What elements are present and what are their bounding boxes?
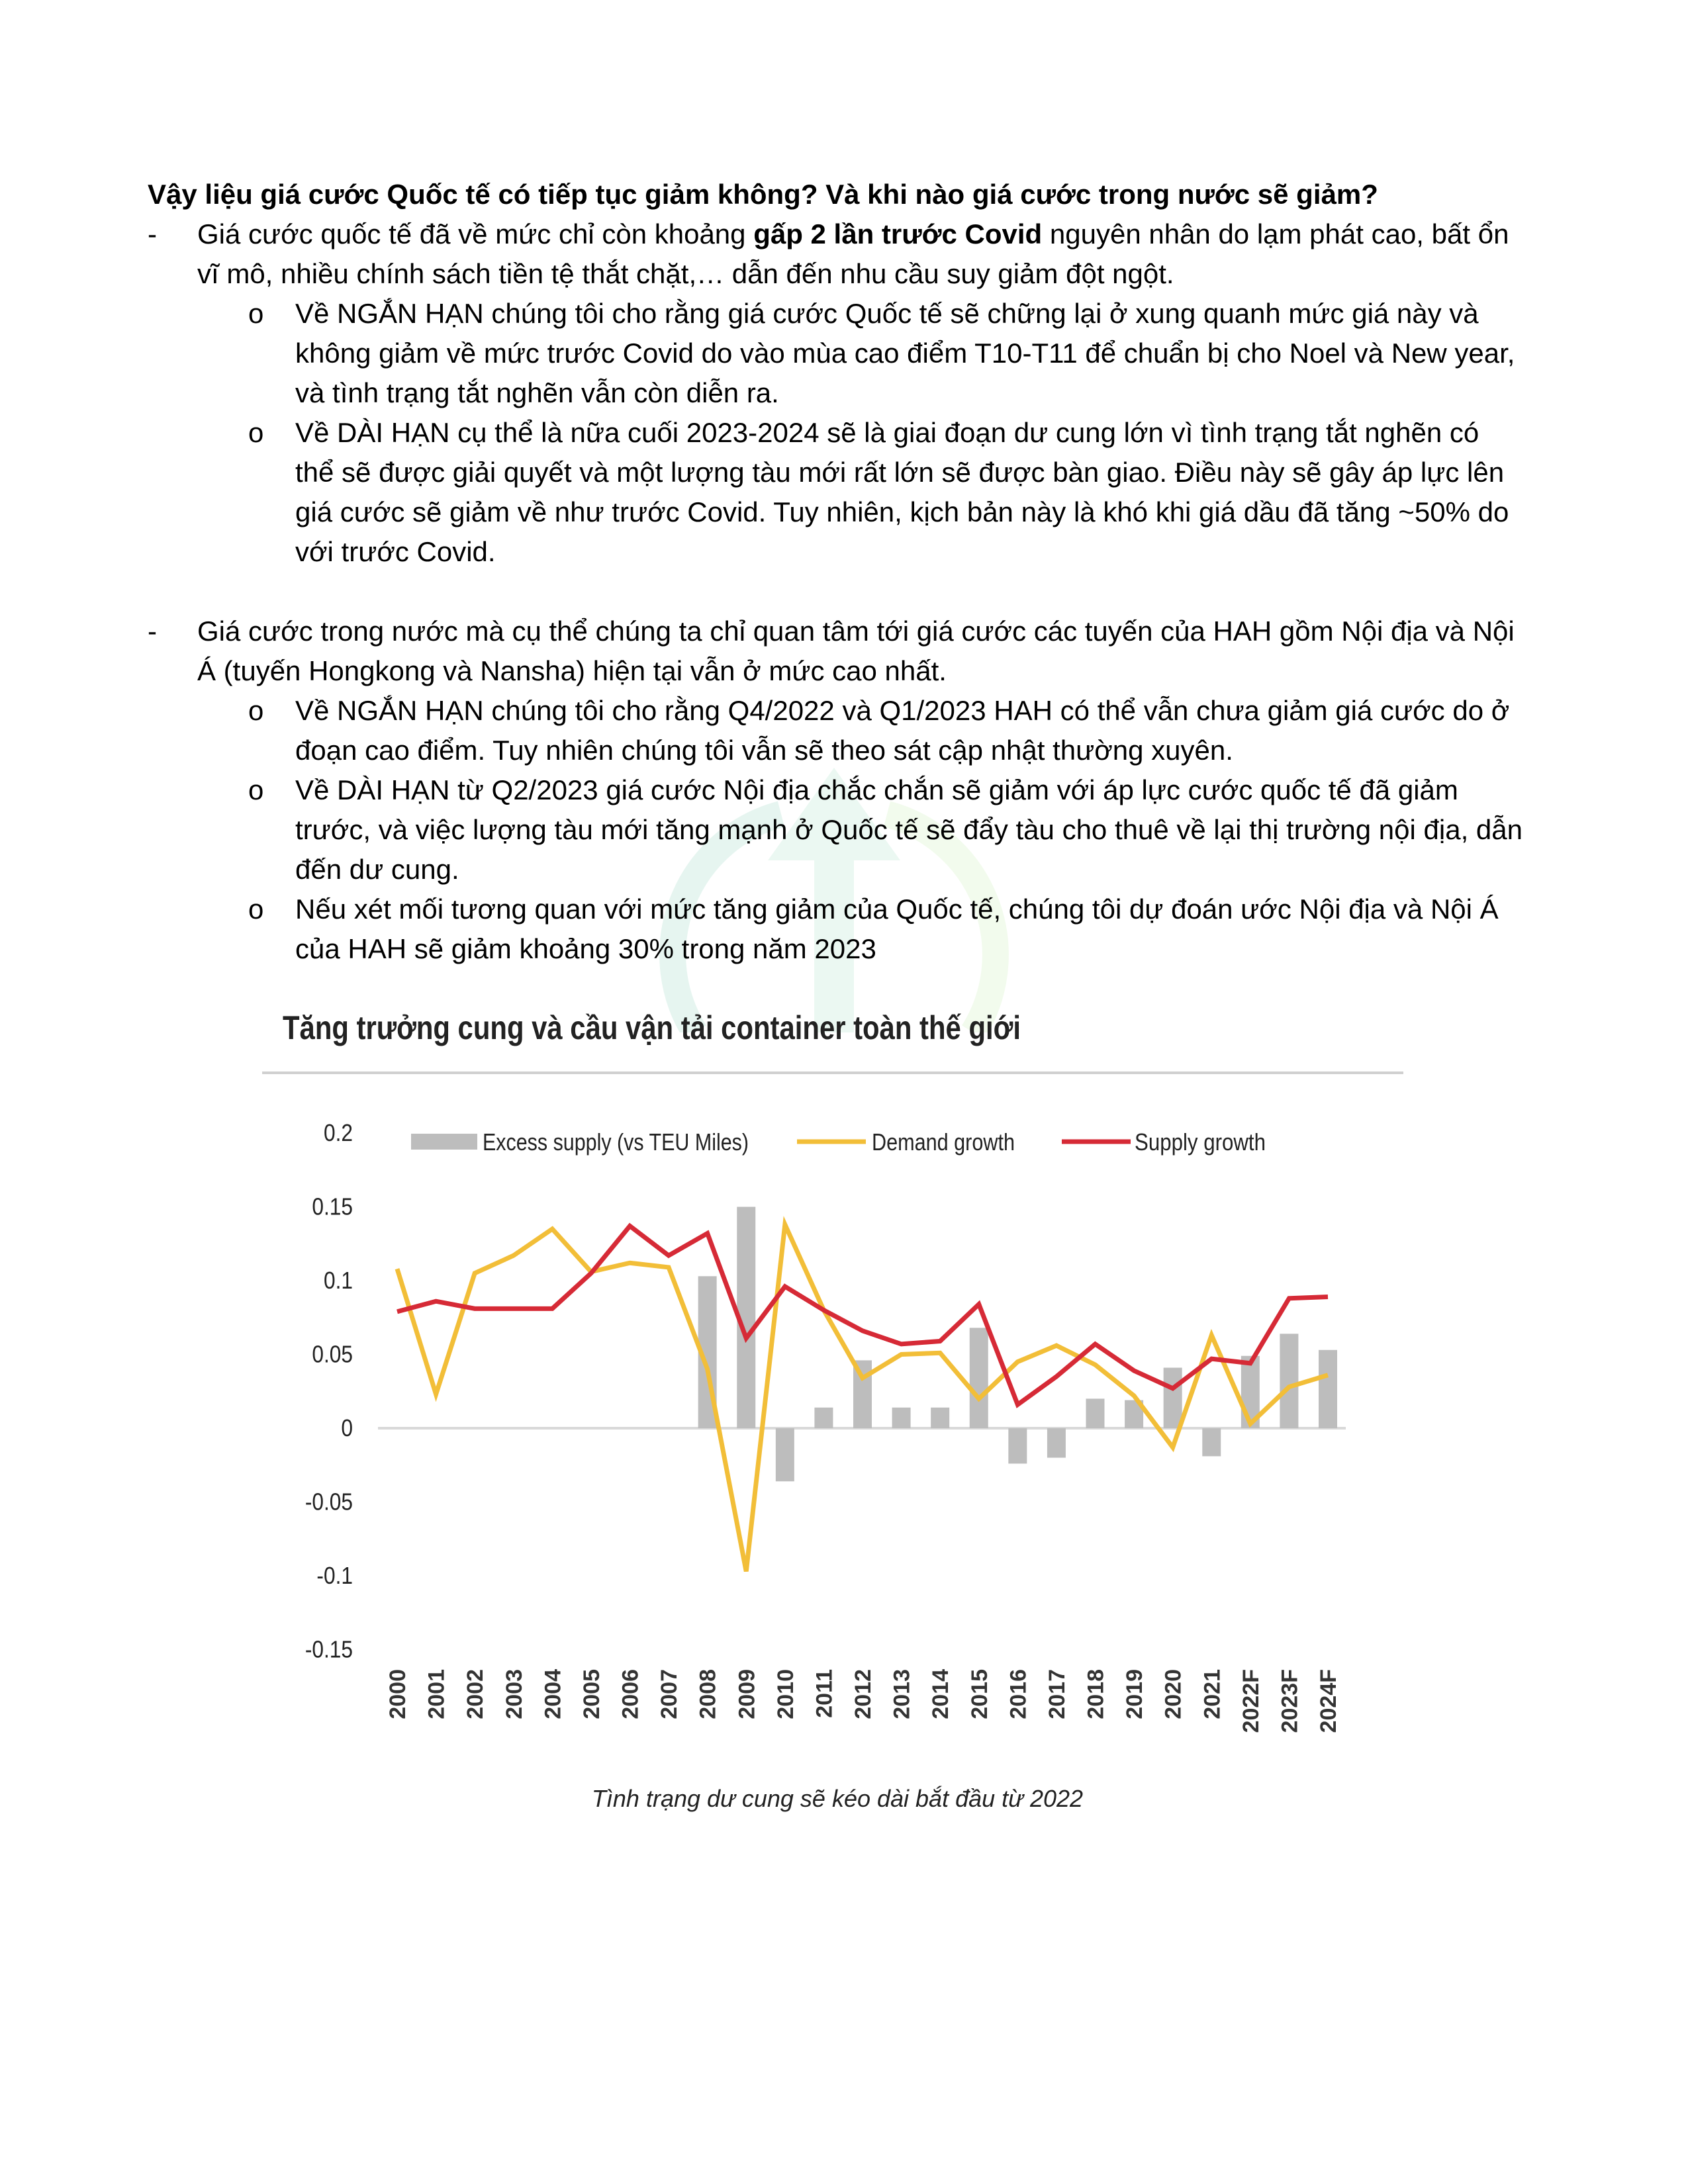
x-tick-label: 2019: [1122, 1669, 1148, 1719]
bar-excess-supply-2014: [931, 1408, 949, 1428]
x-tick-label: 2003: [501, 1669, 527, 1719]
bullet-dash: -: [148, 615, 157, 647]
sub-bullet-text-line: đến dư cung.: [295, 854, 459, 885]
bar-excess-supply-2015: [970, 1328, 988, 1428]
bar-excess-supply-2011: [814, 1408, 833, 1428]
sub-bullet-text-line: trước, và việc lượng tàu mới tăng mạnh ở Quốc tế sẽ đẩy tàu cho thuê về lại thị trường nội địa, dẫn: [295, 814, 1523, 845]
document-body: [0, 0, 1688, 993]
x-tick-label: 2020: [1160, 1669, 1186, 1719]
bar-excess-supply-2020: [1164, 1368, 1182, 1428]
sub-bullet-text-line: Về NGẮN HẠN chúng tôi cho rằng giá cước Quốc tế sẽ chững lại ở xung quanh mức giá này và: [295, 298, 1479, 329]
bullet-text-line: [197, 214, 1509, 254]
sub-bullet-text-line: của HAH sẽ giảm khoảng 30% trong năm 2023: [295, 933, 876, 964]
x-tick-label: 2022F: [1238, 1669, 1264, 1733]
x-tick-label: 2001: [424, 1669, 449, 1719]
bullet-dash: -: [148, 218, 157, 250]
bar-excess-supply-2018: [1086, 1398, 1105, 1428]
x-tick-label: 2024F: [1316, 1669, 1341, 1733]
sub-bullet-text-line: và tình trạng tắt nghẽn vẫn còn diễn ra.: [295, 377, 779, 408]
bar-excess-supply-2013: [892, 1408, 911, 1428]
sub-bullet-circle: o: [248, 774, 264, 805]
sub-bullet-text-line: với trước Covid.: [295, 536, 496, 567]
sub-bullet-text-line: đoạn cao điểm. Tuy nhiên chúng tôi vẫn sẽ theo sát cập nhật thường xuyên.: [295, 735, 1233, 766]
y-tick-label: 0.2: [323, 1120, 353, 1147]
y-tick-label: 0.15: [312, 1193, 353, 1220]
x-tick-label: 2009: [734, 1669, 760, 1719]
x-tick-label: 2018: [1083, 1669, 1109, 1719]
section-heading: Vậy liệu giá cước Quốc tế có tiếp tục giảm không? Và khi nào giá cước trong nước sẽ giảm?: [148, 179, 1378, 210]
bullet-text-line: [197, 651, 947, 691]
x-tick-label: 2007: [657, 1669, 682, 1719]
legend-label: Supply growth: [1135, 1128, 1266, 1156]
x-tick-label: 2005: [579, 1669, 604, 1719]
sub-bullet-text-line: không giảm về mức trước Covid do vào mùa cao điểm T10-T11 để chuẩn bị cho Noel và New year,: [295, 338, 1515, 369]
bar-excess-supply-2017: [1047, 1428, 1066, 1458]
bar-excess-supply-2023F: [1280, 1334, 1298, 1428]
x-tick-label: 2000: [385, 1669, 410, 1719]
text-span: Giá cước trong nước mà cụ thể chúng ta chỉ quan tâm tới giá cước các tuyến của HAH gồm Nội địa và Nội: [197, 615, 1515, 647]
x-tick-label: 2021: [1199, 1669, 1225, 1719]
y-tick-label: -0.15: [305, 1636, 353, 1663]
x-tick-label: 2008: [695, 1669, 721, 1719]
bar-excess-supply-2024F: [1319, 1350, 1337, 1428]
text-span: Giá cước quốc tế đã về mức chỉ còn khoảng: [197, 218, 754, 250]
legend-label: Demand growth: [872, 1128, 1015, 1156]
x-tick-label: 2010: [773, 1669, 798, 1719]
x-tick-label: 2002: [463, 1669, 489, 1719]
bar-excess-supply-2010: [776, 1428, 794, 1481]
sub-bullet-circle: o: [248, 298, 264, 329]
sub-bullet-text-line: giá cước sẽ giảm về như trước Covid. Tuy nhiên, kịch bản này là khó khi giá dầu đã tăng ~50% do: [295, 496, 1509, 527]
x-tick-label: 2015: [966, 1669, 992, 1719]
sub-bullet-text-line: thể sẽ được giải quyết và một lượng tàu mới rất lớn sẽ được bàn giao. Điều này sẽ gây áp lực lên: [295, 457, 1505, 488]
x-tick-label: 2004: [540, 1669, 566, 1719]
text-span: vĩ mô, nhiều chính sách tiền tệ thắt chặt,… dẫn đến nhu cầu suy giảm đột ngột.: [197, 258, 1174, 289]
sub-bullet-text-line: Nếu xét mối tương quan với mức tăng giảm của Quốc tế, chúng tôi dự đoán ước Nội địa và Nội Á: [295, 893, 1499, 925]
y-tick-label: 0: [341, 1415, 353, 1442]
y-tick-label: 0.1: [323, 1267, 353, 1295]
emphasis-text: gấp 2 lần trước Covid: [753, 218, 1043, 250]
chart-title: Tăng trưởng cung và cầu vận tải container toàn thế giới: [283, 1009, 1021, 1046]
sub-bullet-text-line: Về NGẮN HẠN chúng tôi cho rằng Q4/2022 và Q1/2023 HAH có thể vẫn chưa giảm giá cước do ở: [295, 695, 1510, 726]
x-tick-label: 2023F: [1277, 1669, 1303, 1733]
bar-excess-supply-2021: [1202, 1428, 1221, 1456]
text-span: Á (tuyến Hongkong và Nansha) hiện tại vẫn ở mức cao nhất.: [197, 655, 947, 686]
y-tick-label: -0.05: [305, 1488, 353, 1516]
x-tick-label: 2006: [618, 1669, 643, 1719]
x-tick-label: 2017: [1044, 1669, 1070, 1719]
sub-bullet-circle: o: [248, 695, 264, 726]
sub-bullet-circle: o: [248, 893, 264, 925]
sub-bullet-text-line: Về DÀI HẠN cụ thể là nữa cuối 2023-2024 sẽ là giai đoạn dư cung lớn vì tình trạng tắt nghẽn có: [295, 417, 1479, 448]
x-tick-label: 2011: [812, 1669, 837, 1718]
y-tick-label: 0.05: [312, 1341, 353, 1368]
sub-bullet-text-line: Về DÀI HẠN từ Q2/2023 giá cước Nội địa chắc chắn sẽ giảm với áp lực cước quốc tế đã giảm: [295, 774, 1458, 805]
figure-caption: Tình trạng dư cung sẽ kéo dài bắt đầu từ 2022: [591, 1785, 1084, 1812]
x-tick-label: 2014: [928, 1669, 954, 1719]
x-tick-label: 2016: [1006, 1669, 1031, 1719]
supply-demand-chart: [0, 979, 1688, 1760]
legend-swatch-bar: [411, 1134, 477, 1150]
text-span: nguyên nhân do lạm phát cao, bất ổn: [1042, 218, 1509, 250]
legend-label: Excess supply (vs TEU Miles): [483, 1128, 749, 1156]
bullet-text-line: [197, 612, 1515, 651]
bullet-text-line: [197, 254, 1174, 294]
x-tick-label: 2012: [851, 1669, 876, 1719]
x-tick-label: 2013: [889, 1669, 915, 1719]
y-tick-label: -0.1: [316, 1563, 353, 1590]
bar-excess-supply-2016: [1008, 1428, 1027, 1464]
sub-bullet-circle: o: [248, 417, 264, 448]
